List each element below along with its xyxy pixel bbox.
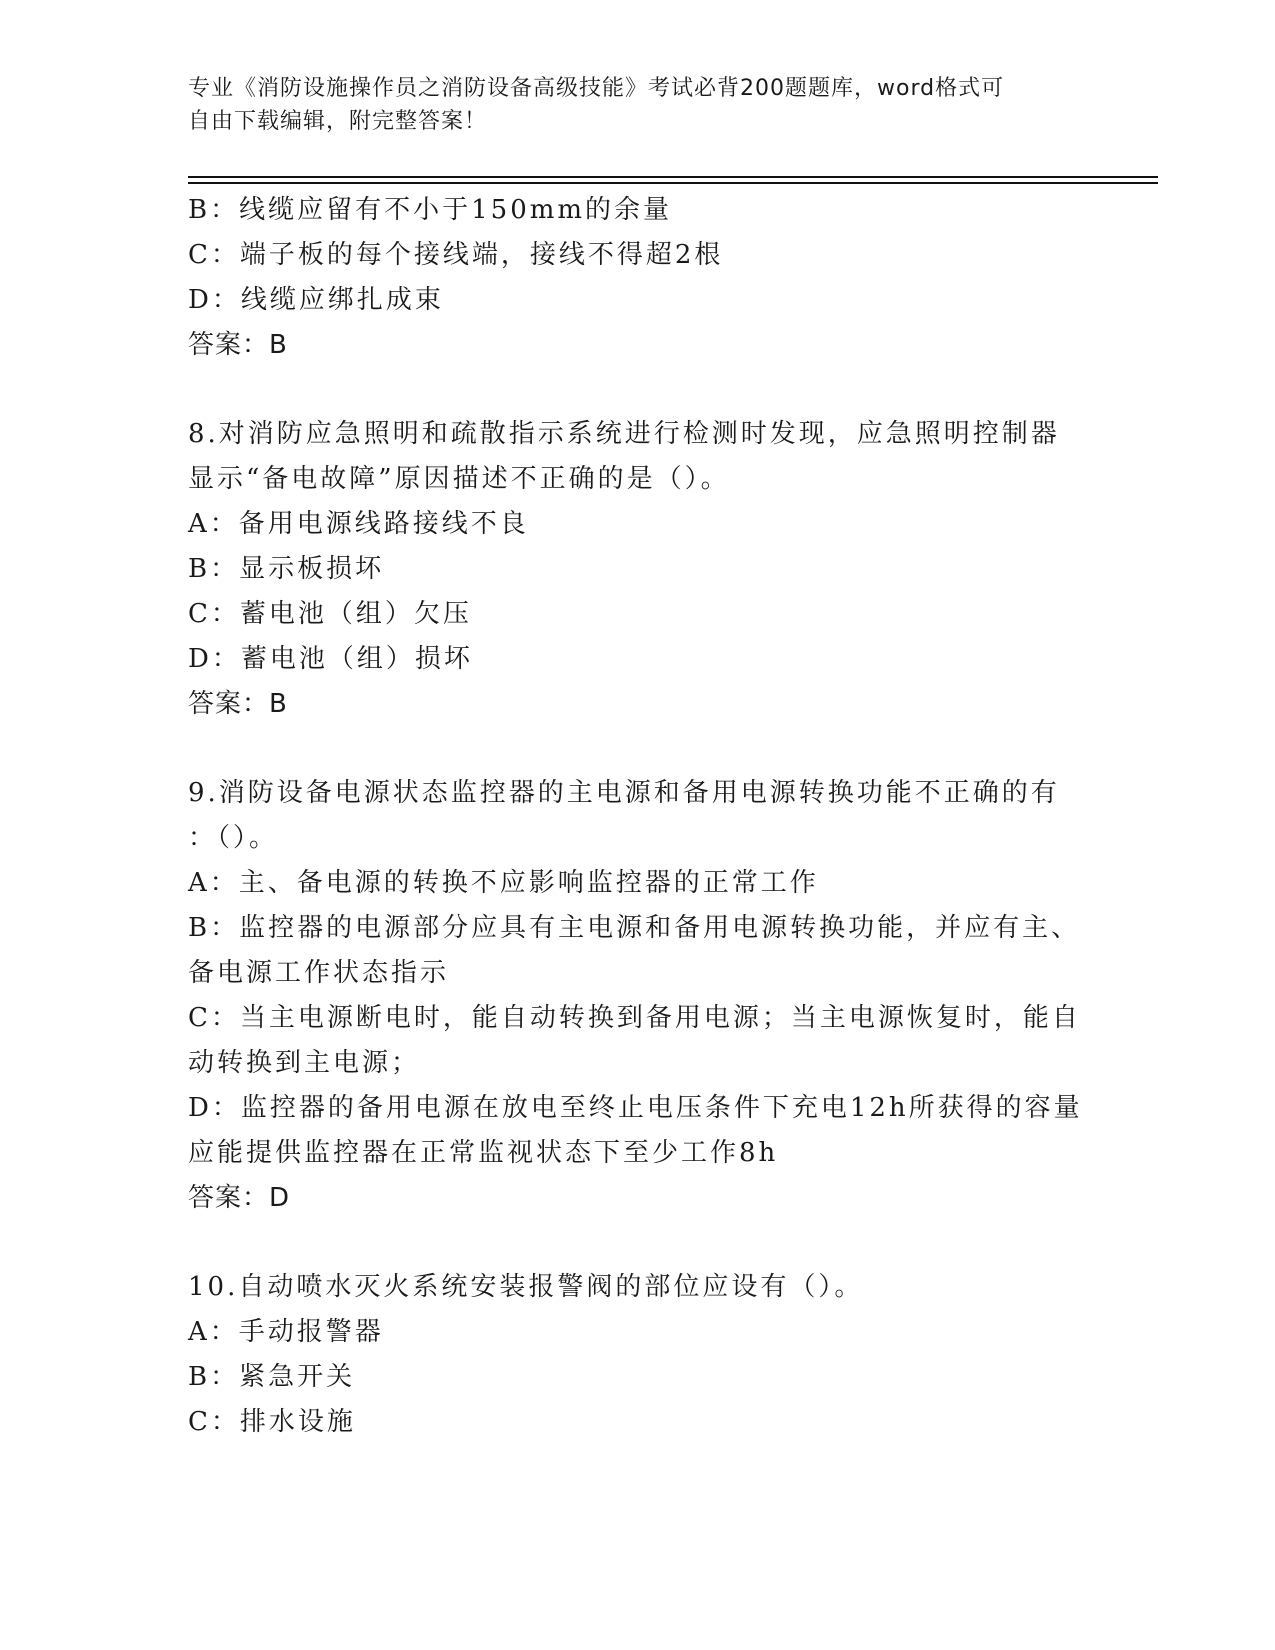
q8-option-d: D：蓄电池（组）损坏 (188, 644, 473, 674)
q8-option-b: B：显示板损坏 (188, 554, 385, 584)
q9-option-d-line-2: 应能提供监控器在正常监视状态下至少工作8h (188, 1138, 779, 1168)
q10-option-c: C：排水设施 (188, 1407, 356, 1437)
header-divider-top (188, 176, 1158, 178)
q9-option-a: A：主、备电源的转换不应影响监控器的正常工作 (188, 868, 819, 898)
header-divider-bottom (188, 182, 1158, 184)
q9-option-b-line-2: 备电源工作状态指示 (188, 958, 450, 988)
document-header (188, 72, 1088, 138)
q8-option-a: A：备用电源线路接线不良 (188, 509, 529, 539)
header-line-2: 自由下载编辑，附完整答案！ (188, 109, 488, 134)
q9-stem-line-2: ：（）。 (188, 823, 279, 853)
q9-option-d-line-1: D：监控器的备用电源在放电至终止电压条件下充电12h所获得的容量 (188, 1093, 1083, 1123)
q9-option-c-line-2: 动转换到主电源； (188, 1048, 421, 1078)
q7-option-b: B：线缆应留有不小于150mm的余量 (188, 195, 673, 225)
q8-stem-line-2: 显示“备电故障”原因描述不正确的是（）。 (188, 464, 730, 494)
q10-option-b: B：紧急开关 (188, 1362, 356, 1392)
q9-answer: 答案：D (188, 1183, 291, 1213)
q8-stem-line-1: 8.对消防应急照明和疏散指示系统进行检测时发现，应急照明控制器 (188, 419, 1060, 449)
header-line-1: 专业《消防设施操作员之消防设备高级技能》考试必背200题题库，word格式可 (188, 76, 1005, 101)
q8-option-c: C：蓄电池（组）欠压 (188, 599, 472, 629)
q7-option-c: C：端子板的每个接线端，接线不得超2根 (188, 240, 724, 270)
q9-stem-line-1: 9.消防设备电源状态监控器的主电源和备用电源转换功能不正确的有 (188, 778, 1060, 808)
q9-option-b-line-1: B：监控器的电源部分应具有主电源和备用电源转换功能，并应有主、 (188, 913, 1081, 943)
q10-option-a: A：手动报警器 (188, 1317, 384, 1347)
q7-option-d: D：线缆应绑扎成束 (188, 285, 444, 315)
q8-answer: 答案：B (188, 689, 288, 719)
q10-stem: 10.自动喷水灭火系统安装报警阀的部位应设有（）。 (188, 1272, 864, 1302)
q9-option-c-line-1: C：当主电源断电时，能自动转换到备用电源；当主电源恢复时，能自 (188, 1003, 1081, 1033)
q7-answer: 答案：B (188, 330, 288, 360)
